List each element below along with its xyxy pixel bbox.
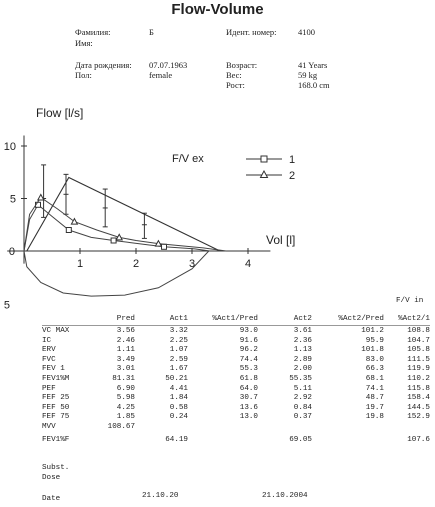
subst-label: Subst. (42, 464, 70, 472)
table-cell: 95.9 (365, 336, 384, 345)
table-cell: 144.5 (407, 403, 430, 412)
table-cell: 108.8 (407, 327, 430, 335)
row-label: ERV (42, 346, 56, 355)
table-cell: 2.46 (116, 336, 135, 345)
predicted-curve (27, 178, 220, 252)
x-tick-label: 2 (133, 258, 140, 270)
row-label: FEF 50 (42, 403, 70, 412)
marker-square (66, 228, 71, 233)
header-divider (42, 325, 430, 326)
table-cell: 0.84 (293, 403, 312, 412)
table-cell: 119.9 (407, 365, 430, 374)
x-tick-label: 3 (189, 258, 196, 270)
measured-curves (24, 194, 226, 296)
table-cell: 13.6 (239, 403, 258, 412)
table-cell: 91.6 (239, 336, 258, 345)
table-cell: 2.36 (293, 336, 312, 345)
table-cell: 4.25 (116, 403, 135, 412)
table-cell: 1.84 (169, 394, 188, 403)
table-cell: 115.8 (407, 384, 430, 393)
legend-marker-triangle (261, 171, 268, 178)
date-label: Date (42, 495, 61, 503)
weight-value: 59 kg (298, 70, 318, 80)
table-cell: 3.32 (169, 327, 188, 335)
table-cell: 0.58 (169, 403, 188, 412)
error-bars (41, 165, 147, 239)
y-tick-label: 10 (3, 141, 16, 153)
age-label: Возраст: (226, 60, 258, 70)
predicted-line (27, 178, 220, 252)
table-cell: 81.31 (112, 375, 135, 383)
x-tick-label: 4 (245, 258, 252, 270)
table-cell: 101.2 (361, 327, 384, 335)
y-tick-label: 5 (9, 193, 16, 206)
row-label: VC MAX (42, 327, 70, 335)
table-cell: 13.0 (239, 413, 258, 422)
table-cell: 5.98 (116, 394, 135, 403)
chart-labels (4, 106, 296, 310)
table-cell: 66.3 (365, 365, 384, 374)
table-cell: 2.00 (293, 365, 312, 374)
table-cell: 48.7 (365, 394, 384, 403)
table-cell: 1.85 (116, 413, 135, 422)
row-label: FEV 1 (42, 365, 65, 374)
series-line-1 (24, 205, 210, 251)
table-cell: 93.0 (239, 327, 258, 335)
table-cell: 55.3 (239, 365, 258, 374)
row-label: FVC (42, 355, 56, 364)
column-header: %Act1/Pred (212, 315, 258, 323)
id-value: 4100 (298, 27, 315, 37)
table-cell: 110.2 (407, 375, 430, 383)
table-cell: 108.67 (107, 423, 135, 431)
marker-triangle (38, 194, 44, 200)
table-cell: 74.4 (239, 355, 258, 364)
x-axis-label: Vol [l] (266, 233, 296, 247)
name-label: Имя: (75, 38, 93, 48)
table-cell: 2.59 (169, 355, 188, 364)
y-axis-label: Flow [l/s] (36, 106, 84, 120)
table-cell: 158.4 (407, 394, 430, 403)
row-label: FEV1%F (42, 435, 70, 444)
row-label: FEV1%M (42, 375, 70, 383)
table-cell: 3.56 (116, 327, 135, 335)
table-cell: 4.41 (169, 384, 188, 393)
series-line-2 (24, 197, 226, 251)
table-cell: 55.35 (289, 375, 312, 383)
height-label: Рост: (226, 80, 245, 90)
y-tick-label: 5 (3, 299, 10, 310)
marker-square (111, 238, 116, 243)
table-cell: 2.89 (293, 355, 312, 364)
chart-axes (7, 136, 270, 264)
height-value: 168.0 cm (298, 80, 330, 90)
dob-label: Дата рождения: (75, 60, 132, 70)
table-cell: 96.2 (239, 346, 258, 355)
table-cell: 3.01 (116, 365, 135, 374)
column-header: %Act2/Pred (338, 315, 384, 323)
chart-annotation: F/V ex (172, 153, 204, 165)
row-label: IC (42, 336, 52, 345)
table-cell: 64.19 (165, 435, 188, 444)
table-unit-header: F/V in (396, 297, 424, 305)
id-label: Идент. номер: (226, 27, 277, 37)
legend-label: 1 (289, 154, 296, 166)
row-label: PEF (42, 384, 56, 393)
report-title: Flow-Volume (171, 1, 264, 18)
table-cell: 19.7 (365, 403, 384, 412)
table-cell: 1.67 (169, 365, 188, 374)
table-cell: 6.90 (116, 384, 135, 393)
table-cell: 30.7 (239, 394, 258, 403)
row-label: MVV (42, 423, 56, 431)
table-cell: 3.61 (293, 327, 312, 335)
column-header: Pred (116, 315, 135, 323)
legend-label: 2 (289, 170, 296, 182)
table-cell: 105.8 (407, 346, 430, 355)
table-cell: 104.7 (407, 336, 430, 345)
legend-marker-square (261, 156, 267, 162)
table-cell: 5.11 (293, 384, 312, 393)
table-cell: 111.5 (407, 355, 430, 364)
dose-label: Dose (42, 474, 61, 482)
table-cell: 2.92 (293, 394, 312, 403)
table-cell: 68.1 (365, 375, 384, 383)
row-label: FEF 25 (42, 394, 70, 403)
row-label: FEF 75 (42, 413, 70, 422)
column-header: Act1 (169, 315, 188, 323)
table-cell: 2.25 (169, 336, 188, 345)
column-header: %Act2/1 (398, 315, 430, 323)
column-header: Act2 (293, 315, 312, 323)
date1-value: 21.10.20 (142, 492, 179, 500)
table-cell: 152.9 (407, 413, 430, 422)
sex-value: female (149, 70, 173, 80)
table-cell: 61.8 (239, 375, 258, 383)
y-tick-label: 0 (8, 246, 15, 258)
date2-value: 21.10.2004 (262, 492, 308, 500)
sex-label: Пол: (75, 70, 92, 80)
surname-value: Б (149, 27, 154, 37)
table-cell: 1.11 (116, 346, 135, 355)
table-cell: 19.8 (365, 413, 384, 422)
age-value: 41 Years (298, 60, 328, 70)
table-cell: 0.24 (169, 413, 188, 422)
marker-square (162, 244, 167, 249)
series-line-inspiratory (24, 251, 209, 296)
weight-label: Вес: (226, 70, 242, 80)
table-cell: 64.0 (239, 384, 258, 393)
table-cell: 1.13 (293, 346, 312, 355)
flow-volume-chart (0, 100, 435, 310)
chart-legend (246, 154, 295, 182)
table-cell: 101.8 (361, 346, 384, 355)
dob-value: 07.07.1963 (149, 60, 188, 70)
table-cell: 3.49 (116, 355, 135, 364)
table-cell: 0.37 (293, 413, 312, 422)
table-cell: 74.1 (365, 384, 384, 393)
table-cell: 1.07 (169, 346, 188, 355)
table-cell: 83.0 (365, 355, 384, 364)
table-cell: 107.6 (407, 435, 430, 444)
table-cell: 50.21 (165, 375, 188, 383)
surname-label: Фамилия: (75, 27, 111, 37)
table-cell: 69.05 (289, 435, 312, 444)
x-tick-label: 1 (77, 258, 84, 270)
